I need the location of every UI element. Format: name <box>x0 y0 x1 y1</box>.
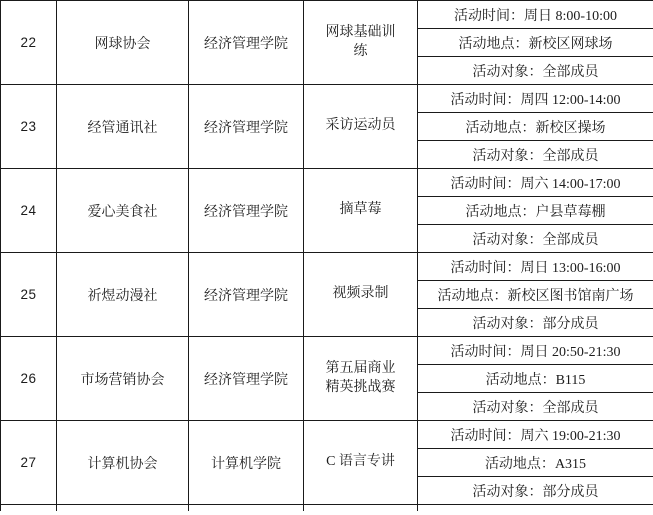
activity-time-cell <box>418 85 653 113</box>
activity-place-cell <box>418 113 653 141</box>
activity-time-label: 活动时间： <box>450 344 521 360</box>
activity-target-cell <box>418 393 653 421</box>
activity-name: 视频录制 <box>332 286 389 302</box>
activity-time-cell <box>418 169 653 197</box>
activity-name: 网球基础训练 <box>325 24 396 59</box>
college-cell: 经济管理学院 <box>189 253 304 337</box>
activity-time-label: 活动时间： <box>450 260 521 276</box>
club-name-cell: 爱心美食社 <box>57 169 189 253</box>
activity-time-value: 周六 14:00-17:00 <box>520 176 621 192</box>
activity-target-label: 活动对象： <box>472 64 543 80</box>
activity-time-cell <box>418 421 653 449</box>
row-number: 24 <box>1 169 57 253</box>
table-row <box>1 337 653 365</box>
table-row <box>1 253 653 281</box>
activity-target-cell <box>418 309 653 337</box>
row-number: 22 <box>1 1 57 85</box>
table-row <box>1 85 653 113</box>
activity-time-label: 活动时间： <box>450 92 521 108</box>
activity-time-cell <box>418 1 653 29</box>
activity-target-value: 全部成员 <box>542 232 599 248</box>
row-number: 26 <box>1 337 57 421</box>
activity-name: 摘草莓 <box>339 202 382 218</box>
activity-target-value: 部分成员 <box>542 484 599 500</box>
activity-cell <box>304 421 418 505</box>
activity-target-label: 活动对象： <box>472 232 543 248</box>
activity-time-cell <box>418 337 653 365</box>
table-row <box>1 1 653 29</box>
activity-place-label: 活动地点： <box>485 372 556 388</box>
activity-target-cell <box>418 141 653 169</box>
club-name-cell: 计算机协会 <box>57 421 189 505</box>
activity-place-cell <box>418 365 653 393</box>
activity-place-label: 活动地点： <box>465 120 536 136</box>
empty-cell <box>418 505 653 512</box>
activity-name: 采访运动员 <box>325 118 396 134</box>
activity-cell <box>304 85 418 169</box>
activity-place-value: 新校区图书馆南广场 <box>507 288 634 304</box>
table-row <box>1 421 653 449</box>
row-number: 27 <box>1 421 57 505</box>
activity-cell <box>304 1 418 85</box>
activity-time-cell <box>418 253 653 281</box>
activity-place-label: 活动地点： <box>437 288 508 304</box>
college-cell: 经济管理学院 <box>189 169 304 253</box>
college-cell: 经济管理学院 <box>189 337 304 421</box>
activity-target-label: 活动对象： <box>472 316 543 332</box>
activity-target-cell <box>418 57 653 85</box>
activity-place-value: 户县草莓棚 <box>535 204 606 220</box>
activity-time-value: 周四 12:00-14:00 <box>520 92 621 108</box>
activity-place-value: 新校区网球场 <box>528 36 613 52</box>
empty-cell <box>1 505 57 512</box>
club-name-cell: 网球协会 <box>57 1 189 85</box>
activity-target-value: 全部成员 <box>542 148 599 164</box>
activity-target-value: 全部成员 <box>542 400 599 416</box>
activity-cell <box>304 337 418 421</box>
activity-place-cell <box>418 197 653 225</box>
college-cell: 计算机学院 <box>189 421 304 505</box>
activity-place-value: 新校区操场 <box>535 120 606 136</box>
empty-cell <box>57 505 189 512</box>
row-number: 25 <box>1 253 57 337</box>
activity-cell <box>304 253 418 337</box>
empty-cell <box>189 505 304 512</box>
activity-place-label: 活动地点： <box>484 456 555 472</box>
club-name-cell: 市场营销协会 <box>57 337 189 421</box>
activity-place-value: B115 <box>555 372 586 388</box>
activity-target-cell <box>418 225 653 253</box>
activity-name: C 语言专讲 <box>326 454 395 470</box>
row-number: 23 <box>1 85 57 169</box>
activity-time-label: 活动时间： <box>450 176 521 192</box>
activity-place-label: 活动地点： <box>465 204 536 220</box>
college-cell: 经济管理学院 <box>189 1 304 85</box>
empty-cell <box>304 505 418 512</box>
club-name-cell: 经管通讯社 <box>57 85 189 169</box>
activity-time-value: 周日 20:50-21:30 <box>520 344 621 360</box>
activity-place-value: A315 <box>554 456 587 472</box>
activity-time-label: 活动时间： <box>454 8 525 24</box>
table-row <box>1 169 653 197</box>
activity-target-value: 部分成员 <box>542 316 599 332</box>
club-name-cell: 祈煜动漫社 <box>57 253 189 337</box>
activity-place-cell <box>418 449 653 477</box>
activity-target-label: 活动对象： <box>472 148 543 164</box>
activity-time-value: 周日 13:00-16:00 <box>520 260 621 276</box>
activity-time-value: 周六 19:00-21:30 <box>520 428 621 444</box>
activity-place-cell <box>418 29 653 57</box>
activity-target-label: 活动对象： <box>472 400 543 416</box>
activity-place-label: 活动地点： <box>458 36 529 52</box>
activity-target-value: 全部成员 <box>542 64 599 80</box>
next-row-partial <box>1 505 653 512</box>
activity-place-cell <box>418 281 653 309</box>
activity-name: 第五届商业精英挑战赛 <box>325 360 396 395</box>
college-cell: 经济管理学院 <box>189 85 304 169</box>
activity-target-label: 活动对象： <box>472 484 543 500</box>
activity-time-value: 周日 8:00-10:00 <box>524 8 617 24</box>
activity-time-label: 活动时间： <box>450 428 521 444</box>
activity-cell <box>304 169 418 253</box>
activity-target-cell <box>418 477 653 505</box>
